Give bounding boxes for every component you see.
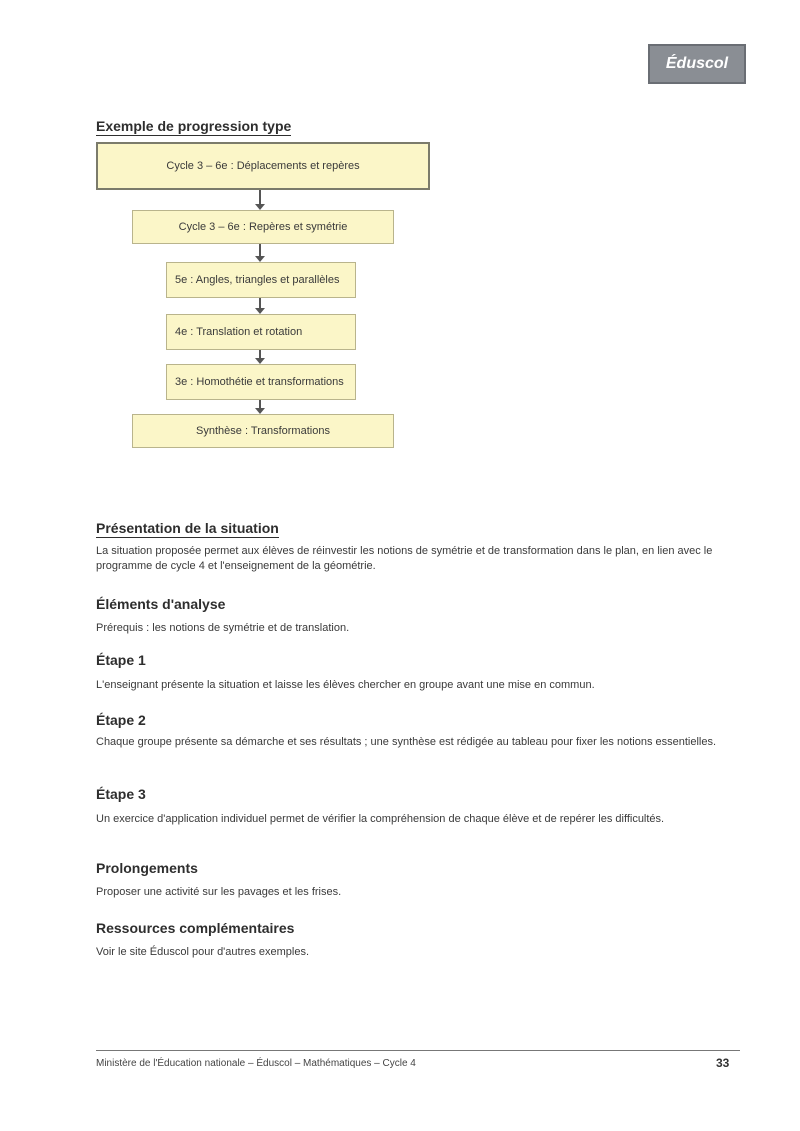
footer-divider [96,1050,740,1051]
section-text: Voir le site Éduscol pour d'autres exemples. [96,946,310,958]
flow-step-5: 3e : Homothétie et transformations [166,364,356,400]
section-text: L'enseignant présente la situation et laisse les élèves chercher en groupe avant une mise en commun. [96,679,595,691]
section-heading: Ressources complémentaires [96,920,295,936]
flow-arrow [259,350,261,362]
flow-step-4: 4e : Translation et rotation [166,314,356,350]
section-text: Proposer une activité sur les pavages et les frises. [96,886,342,898]
flow-step-6: Synthèse : Transformations [132,414,394,448]
section-text: Prérequis : les notions de symétrie et de translation. [96,622,350,634]
flow-step-3: 5e : Angles, triangles et parallèles [166,262,356,298]
footer-text: Ministère de l'Éducation nationale – Éduscol – Mathématiques – Cycle 4 [96,1058,416,1069]
flow-step-1: Cycle 3 – 6e : Déplacements et repères [96,142,430,190]
flow-arrow [259,400,261,412]
header-badge: Éduscol [648,44,746,84]
flow-arrow [259,244,261,260]
section-heading: Prolongements [96,860,198,876]
flowchart-title: Exemple de progression type [96,118,292,134]
section-text: La situation proposée permet aux élèves de réinvestir les notions de symétrie et de transformation dans le plan, en lien avec le programme de cycle 4 et l'enseignement de la géométrie. [96,545,713,572]
page-number: 33 [716,1056,730,1070]
section-heading: Étape 2 [96,712,146,728]
section-heading: Éléments d'analyse [96,596,226,612]
flow-arrow [259,190,261,208]
flow-arrow [259,298,261,312]
section-text: Chaque groupe présente sa démarche et ses résultats ; une synthèse est rédigée au tableau pour fixer les notions essentielles. [96,736,717,748]
section-text: Un exercice d'application individuel permet de vérifier la compréhension de chaque élève et de repérer les difficultés. [96,813,665,825]
section-heading: Étape 3 [96,786,146,802]
flow-step-2: Cycle 3 – 6e : Repères et symétrie [132,210,394,244]
section-heading: Présentation de la situation [96,520,279,536]
section-heading: Étape 1 [96,652,146,668]
